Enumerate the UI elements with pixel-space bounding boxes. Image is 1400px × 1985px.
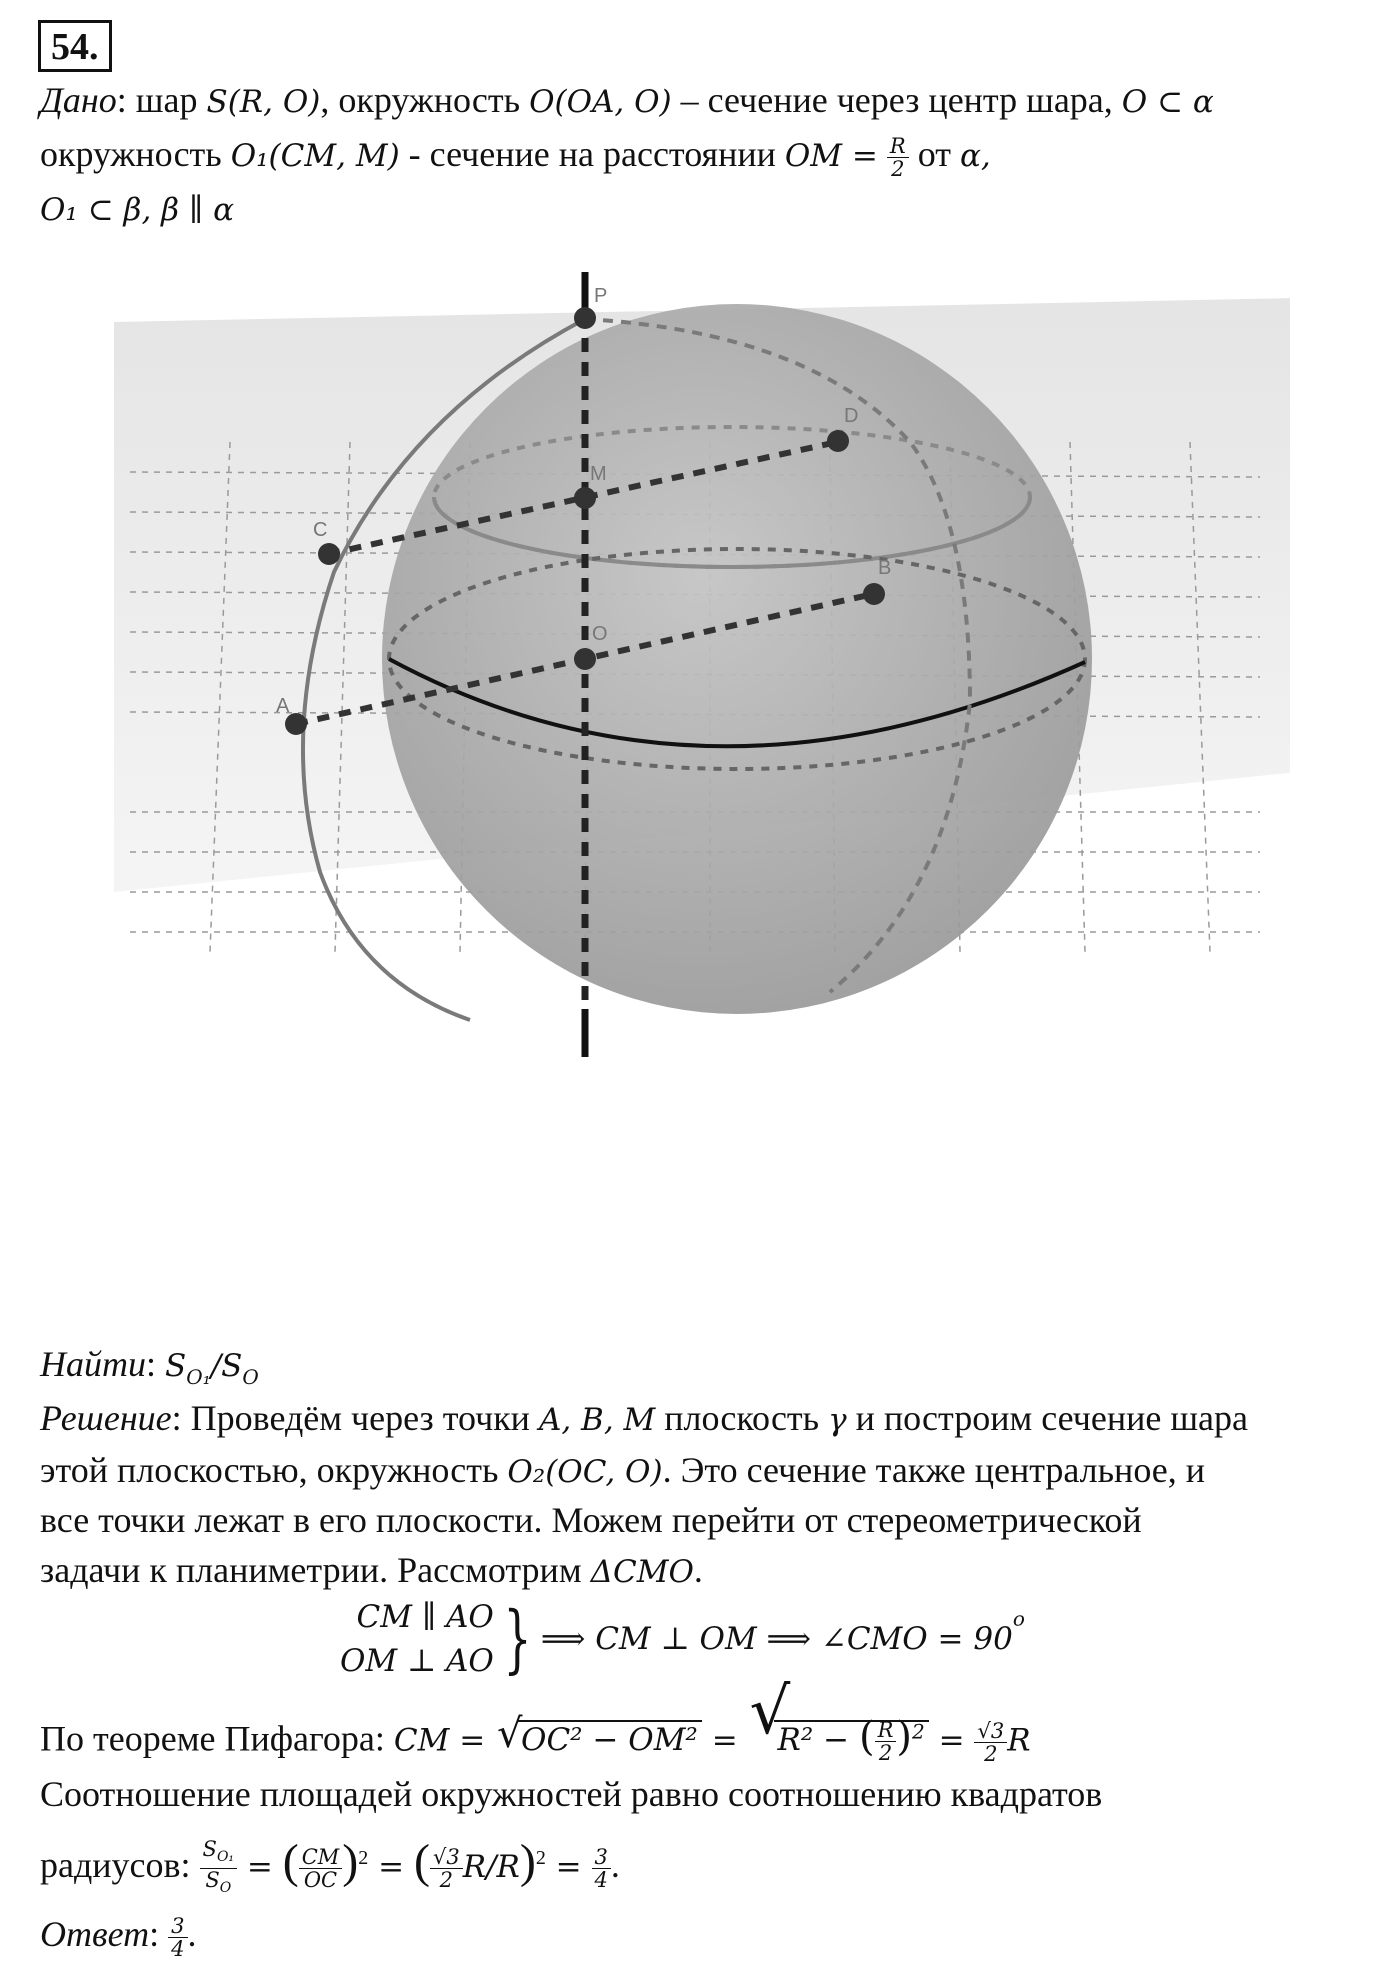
fraction [430, 1846, 463, 1891]
solution-text: радиусов: [40, 1845, 200, 1885]
point-d [827, 430, 849, 452]
ratio-line: Соотношение площадей окружностей равно соотношению квадратов [40, 1774, 1103, 1814]
label-o: O [592, 623, 608, 645]
point-p [574, 307, 596, 329]
given-formula: O(OA, O) [529, 84, 672, 120]
radicand: OC² − OM² [517, 1720, 702, 1758]
square-root [748, 1675, 929, 1766]
degree-sign: o [1012, 1606, 1025, 1631]
solution-formula: = [237, 1849, 283, 1885]
find-formula: /S [210, 1348, 243, 1384]
numerator: 3 [168, 1915, 187, 1938]
answer-line [40, 1912, 197, 1960]
solution-formula: ΔCMO [590, 1554, 694, 1590]
solution-formula: R/R [462, 1849, 520, 1885]
system-row-1: CM ∥ AO [356, 1599, 494, 1635]
given-line-3 [40, 186, 234, 232]
solution-formula: = [368, 1849, 414, 1885]
fraction [592, 1846, 611, 1891]
numerator-part: S [202, 1837, 217, 1862]
label-b: B [878, 557, 892, 579]
solution-text: и построим сечение шара [846, 1398, 1249, 1438]
denominator: 4 [171, 1937, 185, 1962]
given-text: от [908, 134, 960, 174]
system-result: ⟹ CM ⊥ OM ⟹ ∠CMO = 90 [540, 1621, 1013, 1657]
numerator: √3 [974, 1720, 1007, 1743]
label-p: P [594, 285, 608, 307]
sphere [382, 304, 1092, 1014]
solution-formula: = [545, 1849, 592, 1885]
denominator-sub: O [219, 1880, 232, 1897]
radicand [774, 1714, 929, 1766]
answer-fraction [168, 1915, 187, 1960]
numerator-sub: O₁ [216, 1849, 235, 1866]
numerator: CM [299, 1846, 343, 1869]
solution-formula: A, B, M [538, 1402, 656, 1438]
find-text: : [146, 1344, 166, 1384]
numerator: √3 [430, 1846, 463, 1869]
label-c: C [313, 519, 328, 541]
given-formula: O₁(CM, M) [230, 138, 400, 174]
denominator: 2 [878, 1741, 893, 1766]
solution-label: Решение [40, 1398, 172, 1438]
paren-icon: ( [859, 1714, 875, 1761]
sphere-figure [110, 272, 1290, 1332]
fraction [875, 1719, 897, 1764]
answer-label: Ответ [40, 1914, 150, 1954]
radii-line [40, 1836, 620, 1899]
solution-line-3: все точки лежат в его плоскости. Можем перейти от стереометрической [40, 1500, 1142, 1540]
solution-text: : Проведём через точки [171, 1398, 539, 1438]
given-text: : шар [116, 80, 207, 120]
system-row-2: OM ⊥ AO [340, 1643, 494, 1679]
find-formula-sub: O [242, 1365, 259, 1390]
solution-formula: O₂(OC, O) [507, 1454, 663, 1490]
exponent: 2 [358, 1847, 369, 1869]
denominator-part: S [205, 1868, 220, 1893]
denominator: 2 [891, 157, 905, 182]
denominator: 2 [439, 1868, 453, 1893]
exponent: 2 [912, 1720, 925, 1744]
paren-icon: ) [896, 1714, 913, 1761]
solution-formula: R [1007, 1722, 1031, 1759]
given-formula: O ⊂ α [1121, 84, 1214, 120]
denominator: 2 [984, 1741, 998, 1766]
point-m [574, 487, 596, 509]
solution-formula: γ [828, 1402, 847, 1438]
given-line-2 [40, 132, 991, 180]
problem-number: 54. [38, 20, 112, 72]
solution-text: плоскость [655, 1398, 829, 1438]
solution-text: По теореме Пифагора: [40, 1718, 394, 1759]
denominator: OC [303, 1868, 338, 1893]
point-b [863, 583, 885, 605]
radical-icon: √ [497, 1711, 523, 1758]
numerator: R [875, 1719, 897, 1742]
given-text: - сечение на расстоянии [399, 134, 785, 174]
answer-text: : [149, 1914, 169, 1954]
given-text: окружность [40, 134, 231, 174]
label-m: M [590, 463, 607, 485]
given-formula: OM = [784, 138, 878, 174]
given-text: , окружность [320, 80, 530, 120]
fraction [887, 135, 909, 180]
radicand-part: R² − [777, 1722, 859, 1759]
given-formula: S(R, O) [206, 84, 321, 120]
equation-system [340, 1595, 1025, 1683]
radical-icon: √ [749, 1675, 791, 1749]
paren-icon: ) [342, 1835, 359, 1888]
denominator [200, 1869, 237, 1899]
find-formula: S [165, 1348, 187, 1384]
solution-text: задачи к планиметрии. Рассмотрим [40, 1550, 591, 1590]
brace-icon: } [503, 1596, 532, 1682]
solution-text: . Это сечение также центральное, и [662, 1450, 1206, 1490]
solution-line-1 [40, 1396, 1248, 1442]
numerator: 3 [592, 1846, 611, 1869]
answer-text: . [187, 1914, 197, 1954]
label-a: A [276, 695, 290, 717]
given-text: – сечение через центр шара, [671, 80, 1122, 120]
numerator [200, 1838, 237, 1869]
paren-icon: ) [519, 1835, 536, 1888]
find-formula-sub: O₁ [186, 1365, 211, 1390]
paren-icon: ( [413, 1835, 430, 1888]
exponent: 2 [535, 1847, 546, 1869]
solution-text: этой плоскостью, окружность [40, 1450, 508, 1490]
point-o [574, 648, 596, 670]
solution-formula: = [928, 1722, 975, 1759]
solution-text: . [693, 1550, 703, 1590]
given-formula: O₁ ⊂ β, β ∥ α [40, 192, 235, 228]
fraction [974, 1720, 1007, 1765]
find-line [40, 1342, 259, 1399]
given-label: Дано [40, 80, 117, 120]
paren-icon: ( [282, 1835, 299, 1888]
point-c [318, 543, 340, 565]
pythagoras-line [40, 1675, 1031, 1766]
solution-formula: = [701, 1722, 748, 1759]
solution-line-4 [40, 1548, 703, 1594]
fraction [200, 1838, 237, 1899]
numerator: R [887, 135, 909, 158]
solution-text: . [610, 1845, 620, 1885]
given-formula: α, [959, 138, 991, 174]
solution-formula: CM = [393, 1722, 496, 1759]
denominator: 4 [594, 1868, 608, 1893]
label-d: D [844, 405, 859, 427]
given-line-1 [40, 78, 1214, 124]
find-label: Найти [40, 1344, 146, 1384]
fraction [299, 1846, 343, 1891]
square-root [495, 1711, 702, 1762]
solution-line-2 [40, 1448, 1205, 1494]
